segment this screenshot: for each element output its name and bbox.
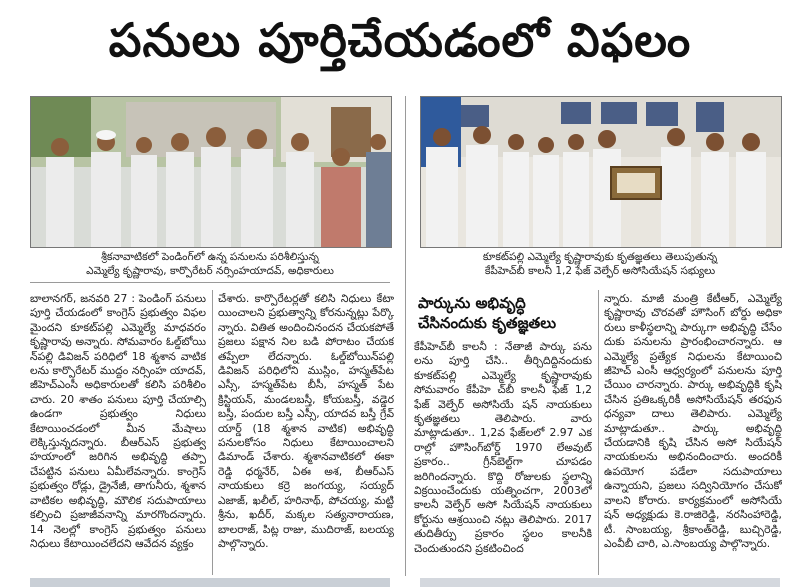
headline: పనులు పూర్తిచేయడంలో విఫలం bbox=[108, 13, 692, 67]
photo-right-caption bbox=[420, 250, 780, 278]
photo-right-caption-line-1: కూకట్‌పల్లి ఎమ్మెల్యే కృష్ణారావుకు కృతజ్ఞతలు తెలుపుతున్న bbox=[482, 251, 718, 263]
caption-divider-left bbox=[30, 282, 390, 283]
column-divider-1 bbox=[212, 290, 213, 575]
photo-left bbox=[30, 96, 392, 248]
article-right-col-1 bbox=[414, 340, 592, 575]
article-right-subhead bbox=[418, 293, 594, 333]
photo-left-caption bbox=[30, 250, 390, 278]
article-right-text-2: న్నారు. మాజీ మంత్రి కేటీఆర్, ఎమ్మెల్యే కృష్ణారావు చొరవతో హౌసింగ్ బోర్డు అధికా రులు కాళీస్థలాన్ని పార్కుగా అభివృద్ధి చేసేం దుకు పనులను ప్రారంభించారన్నారు. ఆ ఎమ్మెల్యే ప్రత్యేక నిధులను కేటాయించి జీహెచ్ ఎంసీ ఆధ్వర్యంలో పనులను పూర్తి చేయిం చారన్నారు. పార్కు అభివృద్ధికి కృషి చేసిన ప్రతిఒక్కరికీ అసోసియేషన్ తరఫున ధన్యవా దాలు తెలిపారు. ఎమ్మెల్యే మాట్లాడుతూ.. పార్కు అభివృద్ధి చేయడానికి కృషి చేసిన అసో సియేషన్ నాయకులను అభినందించారు. అందరికీ ఉపయోగ పడేలా సదుపాయాలు ఉన్నాయని, ప్రజలు సద్వినియోగం చేసుకో వాలని కోరారు. కార్యక్రమంలో అసోసియే షన్ అధ్యక్షుడు కె.రాజిరెడ్డి, నరసింహారెడ్డి, టీ. సాంబయ్య, శ్రీకాంత్‌రెడ్డి, బుచ్చిరెడ్డి, ఎంవీబీ చారి, ఎ.సాంబయ్య పాల్గొన్నారు. bbox=[604, 292, 782, 550]
photo-right-caption-line-2: కేపీహెచ్‌బీ కాలనీ 1,2 ఫేజ్ వెల్ఫేర్ అసోసియేషన్ సభ్యులు bbox=[484, 265, 716, 277]
column-divider-2 bbox=[598, 290, 599, 575]
article-left-text-2: చేశారు. కార్పొరేటర్లతో కలిసి నిధులు కేటా యించాలని ప్రభుత్వాన్ని కోరనున్నట్లు పేర్కొ న్నారు. వితిత అందించినందన చేయకపోతే ప్రజలు పక్షాన నిల బడి పోరాటం చేయక తప్పేలా లేదన్నారు. ఓల్డ్‌బోయిన్‌పల్లి డివిజన్ పరిధిలోని ముస్లిం, హస్మత్‌పేట ఎస్సీ, హస్మత్‌పేట బీసీ, హస్మత్ పేట క్రిస్టియన్, మండలబస్తీ, కోయబస్తీ, వడ్డెర బస్తీ, పందుల బస్తీ ఎస్సీ, యాదవ బస్తీ గ్రేవ్ యార్డ్ (18 శ్మశాన వాటిక) అభివృద్ధి పనులకోసం నిధులు కేటాయించాలని డిమాండ్ చేశారు. శ్మశానవాటికలో ఈకా రెడ్డి ధర్మనేర్, ఏఈ అశ, బీఆర్‌ఎస్ నాయకులు కర్రె జంగయ్య, సయ్యద్ ఎజాజ్, ఖలీల్, హరినాథ్, పోచయ్య, మట్టి శ్రీను, ఖదీర్, మక్కల సత్యనారాయణ, బాలరాజ్, పిట్ల రాజు, ముదిరాజ్, బలయ్య పాల్గొన్నారు. bbox=[218, 292, 394, 550]
article-left-text-1: బాలానగర్, జనవరి 27 : పెండింగ్ పనులు పూర్తి చేయడంలో కాంగ్రెస్ ప్రభుత్వం విఫల మైందని కూకట్‌పల్లి ఎమ్మెల్యే మాధవరం కృష్ణారావు అన్నారు. సోమవారం ఓల్డ్‌బోయి న్‌పల్లి డివిజన్ పరిధిలో 18 శ్మశాన వాటిక లను కార్పొరేటర్ ముద్దం నర్సింహ యాదవ్, జీహెచ్‌ఎంసీ అధికారులతో కలిసి పరిశీలిం చారు. 20 శాతం పనులు పూర్తి చేయాల్సి ఉండగా ప్రభుత్వం నిధులు కేటాయించడంలో మీన మేషాలు లెక్కిస్తున్నదన్నారు. బీఆర్‌ఎస్ ప్రభుత్వ హయాంలో జరిగిన అభివృద్ధి తప్పా చేపట్టిన పనులు ఏమీలేవన్నారు. కాంగ్రెస్ ప్రభుత్వం రోడ్లు, డ్రైనేజీ, తాగునీరు, శ్మశాన వాటికల అభివృద్ధి, మౌలిక సదుపాయాలు కల్పించి ప్రజాజీవనాన్ని మారగొందన్నారు. 14 నెలల్లో కాంగ్రెస్ ప్రభుత్వం పనులు నిధులు కేటాయించలేదని ఆవేదన వ్యక్తం bbox=[30, 292, 206, 550]
article-right-col-2 bbox=[604, 292, 782, 575]
article-left-col-1 bbox=[30, 292, 206, 575]
next-photo-edge-left bbox=[30, 578, 390, 587]
article-left-col-2 bbox=[218, 292, 394, 575]
section-divider bbox=[405, 96, 406, 576]
article-right-text-1: కేపీహెచ్‌బీ కాలనీ : నేతాజీ పార్కు పను లను పూర్తి చేసి.. తీర్చిదిద్దినందుకు కూకట్‌పల్లి ఎమ్మెల్యే కృష్ణారావుకు సోమవారం కేపీహె చ్‌బీ కాలనీ ఫేజ్ 1,2 ఫేజ్ వెల్ఫేర్ అసోసియే షన్ నాయకులు కృతజ్ఞతలు తెలిపారు. వారు మాట్లాడుతూ.. 1,2వ ఫేజ్‌లలో 2.97 ఎక రాల్లో హౌసింగ్‌బోర్డ్ 1970 లేఅవుట్ ప్రకారం.. గ్రీన్‌బెల్ట్‌గా చూపడం జరిగిందన్నారు. కొద్ది రోజులకు స్థలాన్ని విక్రయించేందుకు యత్నించగా, 2003లో కాలనీ వెల్ఫేర్ అసో సియేషన్ నాయకులు కోర్టును ఆశ్రయించి నట్లు తెలిపారు. 2017 తుదితీర్పు ప్రకారం స్థలం కాలనీకి చెందుతుందని ప్రకటించింద bbox=[414, 340, 592, 555]
article-right-subhead-text: పార్కును అభివృద్ధి చేసినందుకు కృతజ్ఞతలు bbox=[418, 294, 557, 332]
photo-left-caption-line-2: ఎమ్మెల్యే కృష్ణారావు, కార్పొరేటర్ నర్సింహయాదవ్, అధికారులు bbox=[86, 265, 334, 277]
photo-left-caption-line-1: శ్రీకనావాటికలో పెండింగ్‌లో ఉన్న పనులను పరిశీలిస్తున్న bbox=[101, 251, 319, 263]
next-photo-edge-right bbox=[420, 578, 780, 587]
photo-right bbox=[420, 96, 782, 248]
